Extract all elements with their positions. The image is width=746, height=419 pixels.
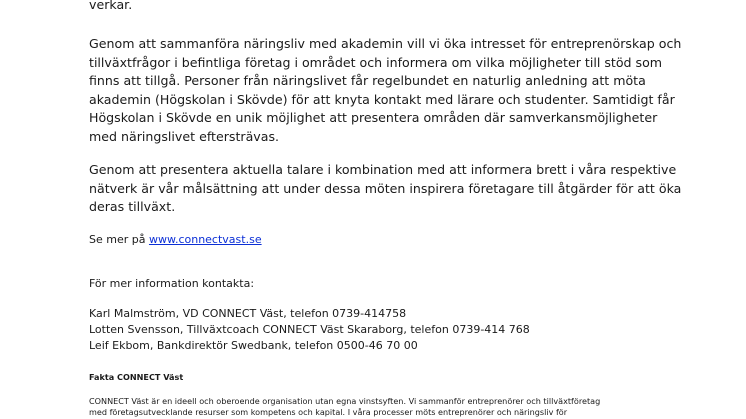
paragraph-line: deras tillväxt. bbox=[89, 199, 176, 215]
paragraph-collaboration bbox=[89, 35, 689, 147]
paragraph-line: Genom att presentera aktuella talare i kombination med att informera brett i våra respektive bbox=[89, 162, 677, 177]
contact-item: Leif Ekbom, Bankdirektör Swedbank, telefon 0500-46 70 00 bbox=[89, 339, 418, 352]
facts-body bbox=[89, 396, 689, 418]
paragraph-line: finns att tillgå. Personer från näringslivet får regelbundet en naturlig anledning att möta bbox=[89, 73, 646, 89]
facts-heading-text: Fakta CONNECT Väst bbox=[89, 372, 184, 382]
see-more-prefix: Se mer på bbox=[89, 233, 149, 246]
paragraph-line: med näringslivet eftersträvas. bbox=[89, 128, 280, 144]
paragraph-goal bbox=[89, 161, 689, 217]
paragraph-line: Högskolan i Skövde en unik möjlighet att presentera områden där samverkansmöjligheter bbox=[89, 110, 658, 126]
facts-line: CONNECT Väst är en ideell och oberoende organisation utan egna vinstsyften. Vi sammanför entreprenörer och tillväxtföretag bbox=[89, 396, 601, 406]
paragraph-line: tillväxtfrågor i befintliga företag i området och informera om vilka möjligheter till stöd som bbox=[89, 54, 663, 70]
facts-heading bbox=[89, 372, 689, 383]
paragraph-line: Genom att sammanföra näringsliv med akademin vill vi öka intresset för entreprenörskap och bbox=[89, 36, 682, 51]
contact-heading-text: För mer information kontakta: bbox=[89, 277, 255, 290]
intro-tail bbox=[89, 0, 689, 15]
facts-line: med företagsutvecklande resurser som kompetens och kapital. I våra processer möts entreprenörer och näringsliv för bbox=[89, 407, 568, 418]
paragraph-line: akademin (Högskolan i Skövde) för att knyta kontakt med lärare och studenter. Samtidigt får bbox=[89, 91, 675, 107]
paragraph-line: nätverk är vår målsättning att under dessa möten inspirera företagare till åtgärder för att öka bbox=[89, 180, 682, 196]
intro-tail-text: verkar. bbox=[89, 0, 133, 12]
contact-item: Karl Malmström, VD CONNECT Väst, telefon 0739-414758 bbox=[89, 307, 407, 320]
contact-item: Lotten Svensson, Tillväxtcoach CONNECT Väst Skaraborg, telefon 0739-414 768 bbox=[89, 323, 530, 336]
website-link[interactable]: www.connectvast.se bbox=[148, 233, 262, 246]
contact-heading bbox=[89, 276, 689, 292]
see-more-line bbox=[89, 232, 689, 248]
contact-list bbox=[89, 306, 689, 354]
